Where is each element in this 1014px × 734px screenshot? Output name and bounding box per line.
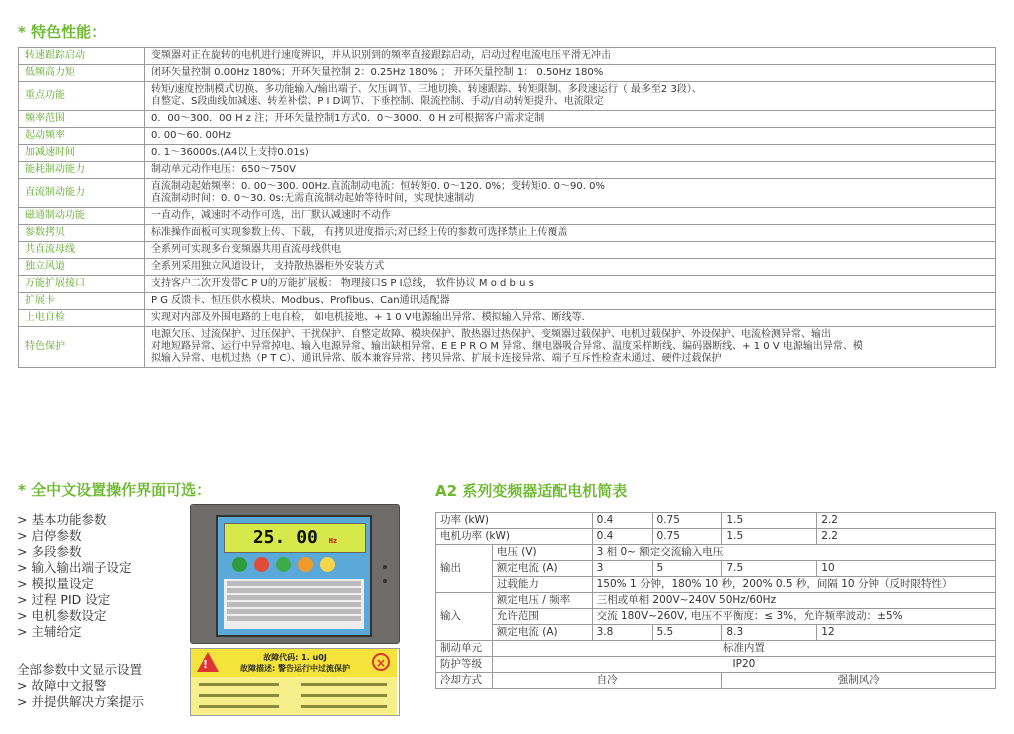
feature-description-line: 全系列采用独立风道设计， 支持散热器柜外安装方式	[151, 261, 385, 272]
feature-name: 直流制动能力	[19, 179, 145, 208]
feature-name: 上电自检	[19, 310, 145, 327]
feature-description	[145, 259, 996, 276]
feature-name: 特色保护	[19, 327, 145, 368]
run-button-icon	[232, 557, 247, 572]
feature-row	[19, 276, 996, 293]
feature-description	[145, 162, 996, 179]
feature-name: 频率范围	[19, 111, 145, 128]
feature-description-line: 自整定、S段曲线加减速、转差补偿、P I D调节、下垂控制、限流控制、手动/自动转矩提升、电流限定	[151, 96, 604, 107]
feature-description	[145, 208, 996, 225]
close-icon: ×	[372, 653, 390, 671]
row-label: 电机功率 (kW)	[436, 529, 593, 545]
feature-description	[145, 65, 996, 82]
feature-description	[145, 145, 996, 162]
feature-name: 扩展卡	[19, 293, 145, 310]
feature-row	[19, 310, 996, 327]
panel-lcd-display	[224, 523, 366, 553]
feature-description-line: 支持客户二次开发带C P U的万能扩展板： 物理接口S P I总线， 软件协议 M o d b u s	[151, 278, 534, 289]
feature-row	[19, 242, 996, 259]
fault-alarm-image	[190, 648, 400, 716]
alarm-message: 故障代码: 1. u0J 故障描述: 警告运行中过流保护	[240, 653, 350, 673]
menu-item: > 模拟量设定	[17, 576, 94, 591]
menu-item: > 主辅给定	[17, 624, 82, 639]
feature-description-line: 标准操作面板可实现参数上传、下载， 有拷贝进度指示;对已经上传的参数可选择禁止上传覆盖	[151, 227, 568, 238]
feature-row	[19, 179, 996, 208]
feature-row	[19, 65, 996, 82]
feature-name: 重点功能	[19, 82, 145, 111]
feature-row	[19, 111, 996, 128]
feature-description-line: 电源欠压、过流保护、过压保护、干扰保护、自整定故障、模块保护、散热器过热保护、变频器过载保护、电机过载保护、外设保护、电流检测异常、输出	[151, 329, 831, 340]
feature-description-line: 0. 00～60. 00Hz	[151, 130, 232, 141]
alarm-solution-rows	[191, 677, 397, 715]
operation-panel-image	[190, 504, 400, 644]
feature-name: 磁通制动功能	[19, 208, 145, 225]
feature-row	[19, 82, 996, 111]
feature-row	[19, 293, 996, 310]
lcd-value: 25. 00	[252, 527, 318, 548]
feature-description	[145, 327, 996, 368]
feature-description-line: 0. 1～36000s.(A4以上支持0.01s)	[151, 147, 309, 158]
feature-row	[19, 259, 996, 276]
panel-screen	[216, 515, 372, 637]
feature-row	[19, 128, 996, 145]
stop-button-icon	[254, 557, 269, 572]
feature-name: 加减速时间	[19, 145, 145, 162]
feature-name: 独立风道	[19, 259, 145, 276]
parameter-menu-list	[17, 512, 131, 640]
feature-description	[145, 48, 996, 65]
feature-description-line: 对地短路异常、运行中异常掉电、输入电源异常、输出缺相异常、E E P R O M 异常、继电器吸合异常、温度采样断线、编码器断线、+ 1 0 V 电源输出异常、模	[151, 341, 863, 352]
feature-description-line: P G 反馈卡、恒压供水模块、Modbus、Profibus、Can通讯适配器	[151, 295, 450, 306]
section-title-chinese-ui: * 全中文设置操作界面可选：	[18, 481, 212, 499]
feature-description	[145, 310, 996, 327]
note-item: > 并提供解决方案提示	[17, 694, 144, 709]
feature-description-line: 直流制动时间：0. 0～30. 0s:无需直流制动起始等待时间，实现快速制动	[151, 193, 475, 204]
feature-description-line: 全系列可实现多台变频器共用直流母线供电	[151, 244, 341, 255]
feature-description-line: 一直动作，减速时不动作可选，出厂默认减速时不动作	[151, 210, 391, 221]
feature-name: 起动频率	[19, 128, 145, 145]
panel-parameter-grid	[224, 579, 364, 629]
features-table	[18, 47, 996, 368]
feature-row	[19, 162, 996, 179]
feature-row	[19, 145, 996, 162]
menu-item: > 电机参数设定	[17, 608, 107, 623]
note-item: 全部参数中文显示设置	[17, 662, 143, 677]
feature-description-line: 直流制动起始频率：0. 00～300. 00Hz.直流制动电流：恒转矩0. 0～120. 0%；变转矩0. 0～90. 0%	[151, 181, 605, 192]
feature-row	[19, 327, 996, 368]
menu-item: > 多段参数	[17, 544, 82, 559]
menu-item: > 启停参数	[17, 528, 82, 543]
section-title-features: * 特色性能：	[18, 23, 107, 41]
green-button-icon	[276, 557, 291, 572]
feature-name: 能耗制动能力	[19, 162, 145, 179]
group-label: 输入	[436, 593, 493, 641]
group-label: 输出	[436, 545, 493, 593]
feature-row	[19, 48, 996, 65]
feature-name: 低频高力矩	[19, 65, 145, 82]
feature-description	[145, 276, 996, 293]
feature-name: 共直流母线	[19, 242, 145, 259]
feature-description	[145, 242, 996, 259]
feature-description-line: 变频器对正在旋转的电机进行速度辨识，并从识别到的频率直接跟踪启动，启动过程电流电压平滑无冲击	[151, 50, 611, 61]
feature-description	[145, 179, 996, 208]
feature-description	[145, 82, 996, 111]
display-note-list	[17, 662, 144, 710]
section-title-motor-table: A2 系列变频器适配电机简表	[435, 482, 628, 500]
feature-name: 万能扩展接口	[19, 276, 145, 293]
row-label: 功率 (kW)	[436, 513, 593, 529]
lcd-unit: Hz	[328, 537, 338, 545]
feature-description-line: 拟输入异常、电机过热（P T C）、通讯异常、版本兼容异常、拷贝异常、扩展卡连接异常、端子互斥性检查未通过、硬件过载保护	[151, 353, 722, 364]
feature-name: 参数拷贝	[19, 225, 145, 242]
menu-item: > 输入输出端子设定	[17, 560, 132, 575]
alarm-header: ! 故障代码: 1. u0J 故障描述: 警告运行中过流保护 ×	[191, 649, 397, 677]
feature-description-line: 闭环矢量控制 0.00Hz 180%；开环矢量控制 2：0.25Hz 180% ； 开环矢量控制 1： 0.50Hz 180%	[151, 67, 604, 78]
motor-spec-table: 功率 (kW) 0.4 0.75 1.5 2.2 电机功率 (kW) 0.4 0.75 1.5 2.2 输出 电压 (V) 3 相 0~ 额定交流输入电压 额定电流 (A) 3 5 7.5 10 过载能力 150% 1 分钟，180% 10 秒，200% 0.5 秒，间隔 10 分钟（反时限特性） 输入 额定电压 / 频率 三相或单相 200V~240V 50Hz/60Hz 允许范围 交流 180V~260V, 电压不平衡度：≤ 3%，允许频率波动：±5% 额定电流 (A) 3.8 5.5 8.3 12 制动单元 标准内置 防护等级 IP20 冷却方式 自冷 强制风冷	[435, 512, 996, 689]
screw-icon	[383, 579, 387, 583]
orange-button-icon	[298, 557, 313, 572]
feature-description-line: 实现对内部及外围电路的上电自检， 如电机接地、+ 1 0 V电源输出异常、模拟输入异常、断线等.	[151, 312, 585, 323]
menu-item: > 过程 PID 设定	[17, 592, 111, 607]
screw-icon	[383, 565, 387, 569]
feature-row	[19, 225, 996, 242]
note-item: > 故障中文报警	[17, 678, 107, 693]
feature-description-line: 制动单元动作电压：650～750V	[151, 164, 297, 175]
feature-description	[145, 225, 996, 242]
menu-item: > 基本功能参数	[17, 512, 107, 527]
yellow-button-icon	[320, 557, 335, 572]
feature-name: 转速跟踪启动	[19, 48, 145, 65]
feature-row	[19, 208, 996, 225]
panel-buttons	[226, 557, 364, 573]
feature-description	[145, 128, 996, 145]
feature-description-line: 转矩/速度控制模式切换、多功能输入/输出端子、欠压调节、三地切换、转速跟踪、转矩限制、多段速运行（ 最多至2 3段）、	[151, 84, 702, 95]
feature-description-line: 0．00～300．00 H z 注；开环矢量控制1方式0．0～3000．0 H z可根据客户需求定制	[151, 113, 545, 124]
feature-description	[145, 293, 996, 310]
feature-description	[145, 111, 996, 128]
